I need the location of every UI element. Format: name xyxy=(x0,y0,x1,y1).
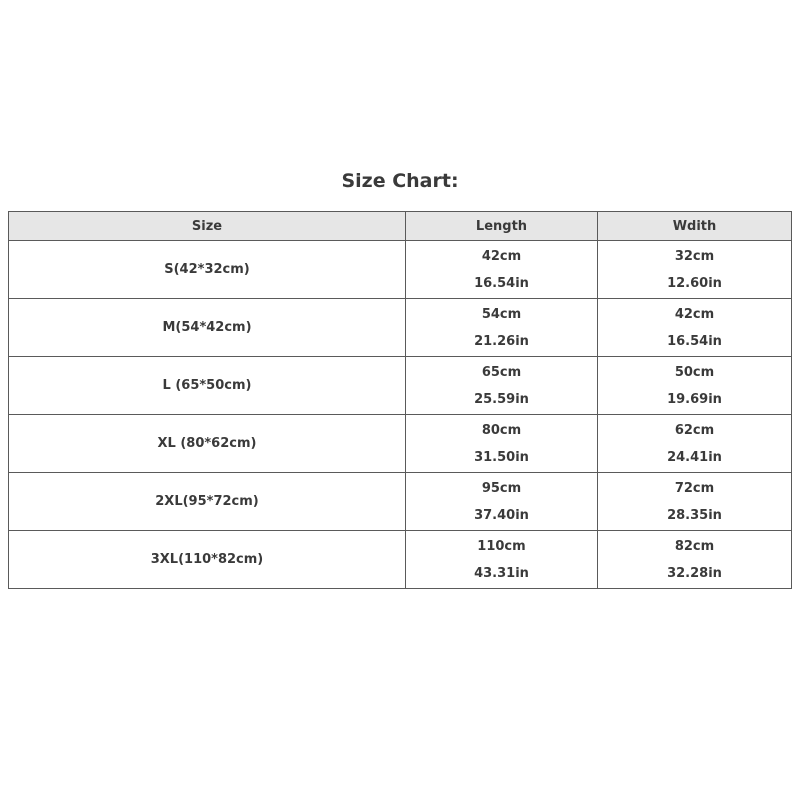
length-cell xyxy=(406,473,598,531)
width-in: 16.54in xyxy=(667,333,722,349)
length-cell xyxy=(406,357,598,415)
length-cm: 42cm xyxy=(481,248,522,264)
width-cell xyxy=(598,241,792,299)
width-cm: 50cm xyxy=(674,364,715,380)
length-cell xyxy=(406,415,598,473)
length-cell xyxy=(406,241,598,299)
length-cell xyxy=(406,531,598,589)
table-header-row xyxy=(9,212,792,241)
width-in: 19.69in xyxy=(667,391,722,407)
length-cell xyxy=(406,299,598,357)
length-cm: 54cm xyxy=(481,306,522,322)
table-row xyxy=(9,241,792,299)
table-row xyxy=(9,531,792,589)
size-cell: S(42*32cm) xyxy=(9,241,406,299)
width-cell xyxy=(598,531,792,589)
table-row xyxy=(9,357,792,415)
width-cm: 72cm xyxy=(674,480,715,496)
length-cm: 80cm xyxy=(481,422,522,438)
size-cell: M(54*42cm) xyxy=(9,299,406,357)
length-in: 37.40in xyxy=(474,507,529,523)
width-cm: 42cm xyxy=(674,306,715,322)
width-cell xyxy=(598,473,792,531)
width-in: 28.35in xyxy=(667,507,722,523)
header-length: Length xyxy=(406,212,598,241)
width-cm: 82cm xyxy=(674,538,715,554)
width-in: 24.41in xyxy=(667,449,722,465)
header-size: Size xyxy=(9,212,406,241)
width-cm: 62cm xyxy=(674,422,715,438)
width-in: 12.60in xyxy=(667,275,722,291)
length-in: 25.59in xyxy=(474,391,529,407)
header-width: Wdith xyxy=(598,212,792,241)
size-chart-table xyxy=(8,211,792,589)
size-cell: 2XL(95*72cm) xyxy=(9,473,406,531)
length-cm: 110cm xyxy=(477,538,526,554)
length-cm: 95cm xyxy=(481,480,522,496)
page-title: Size Chart: xyxy=(341,170,459,192)
length-in: 16.54in xyxy=(474,275,529,291)
size-cell: L (65*50cm) xyxy=(9,357,406,415)
table-row xyxy=(9,299,792,357)
length-in: 43.31in xyxy=(474,565,529,581)
length-cm: 65cm xyxy=(481,364,522,380)
width-cell xyxy=(598,415,792,473)
width-cell xyxy=(598,357,792,415)
length-in: 21.26in xyxy=(474,333,529,349)
width-in: 32.28in xyxy=(667,565,722,581)
size-cell: XL (80*62cm) xyxy=(9,415,406,473)
size-cell: 3XL(110*82cm) xyxy=(9,531,406,589)
width-cm: 32cm xyxy=(674,248,715,264)
table-row xyxy=(9,415,792,473)
table-row xyxy=(9,473,792,531)
length-in: 31.50in xyxy=(474,449,529,465)
width-cell xyxy=(598,299,792,357)
